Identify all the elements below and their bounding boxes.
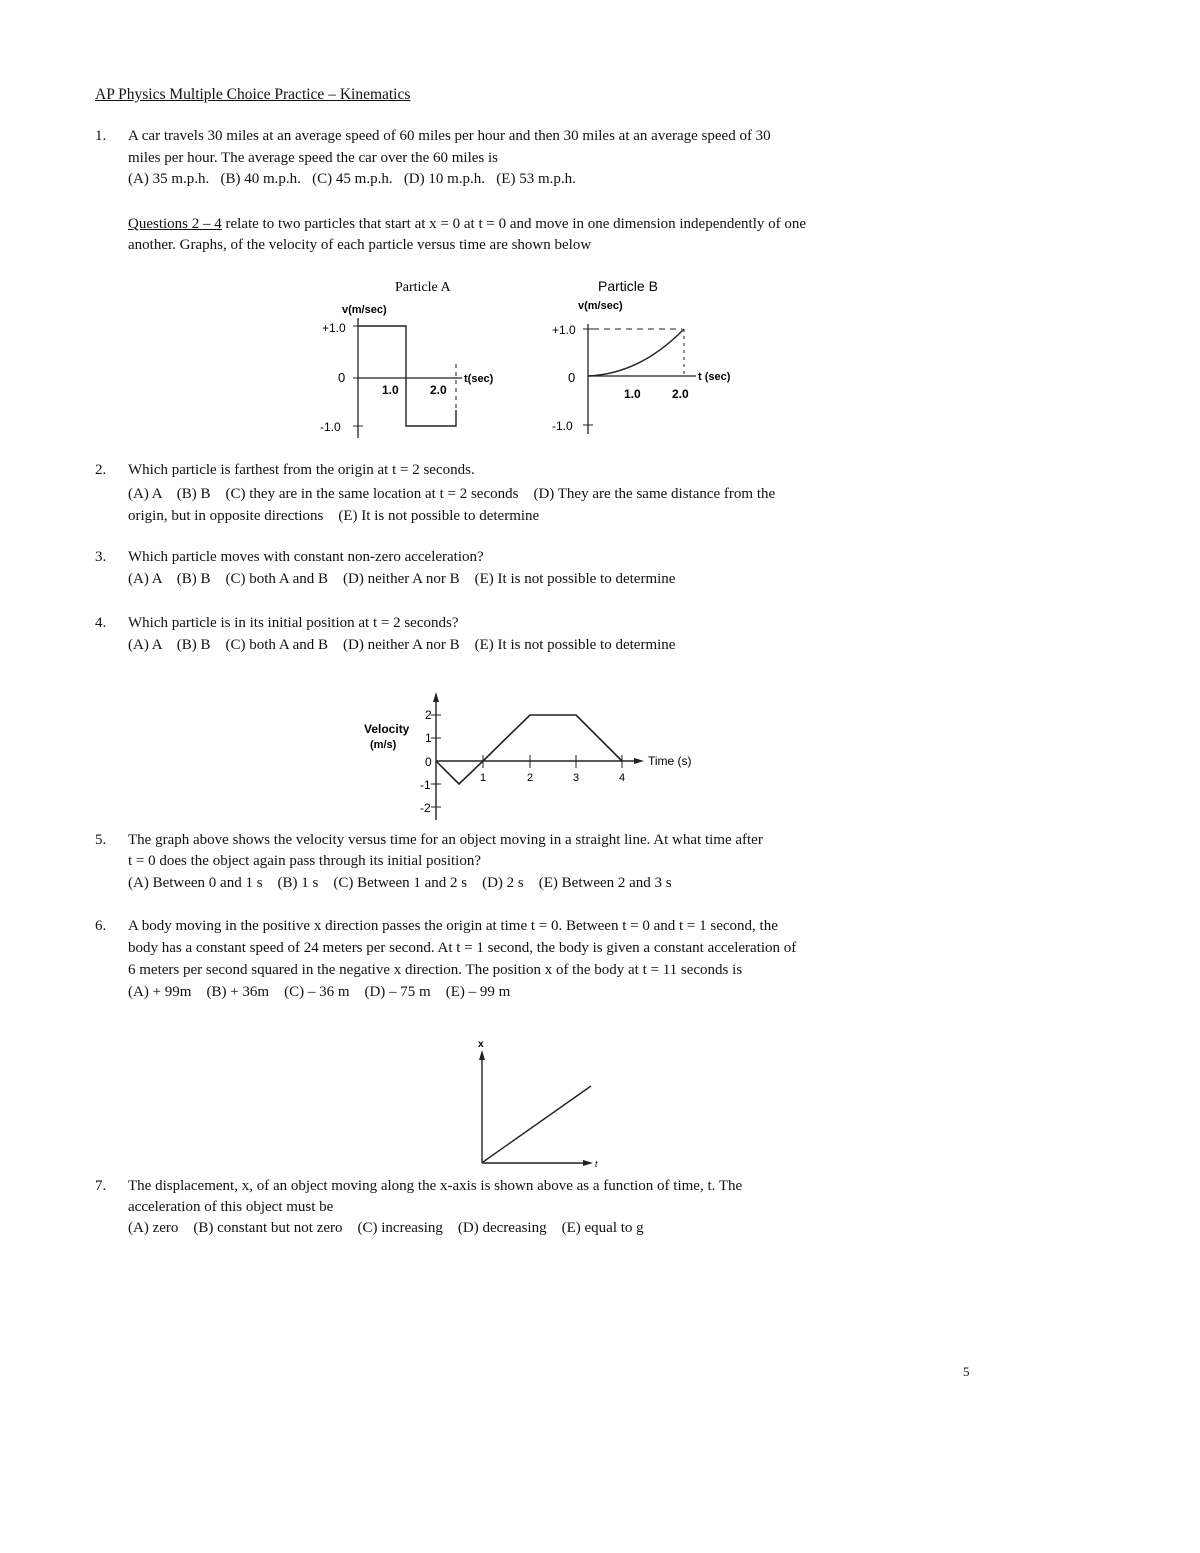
y-tick-label: 0 [425, 755, 432, 769]
x-axis-label: t(sec) [464, 373, 494, 385]
x-tick-label: 1 [480, 772, 487, 784]
intro-line [128, 216, 806, 233]
question-text: The displacement, x, of an object moving along the x-axis is shown above as a function of time, t. The [128, 1178, 743, 1194]
question-number: 1. [95, 128, 107, 144]
question-number: 6. [95, 918, 107, 934]
x-axis-label: Time (s) [648, 754, 692, 768]
y-tick-label: -1.0 [552, 419, 573, 433]
intro-line: another. Graphs, of the velocity of each particle versus time are shown below [128, 237, 592, 253]
question-text: Which particle is in its initial position at t = 2 seconds? [128, 615, 459, 631]
y-axis-arrow [433, 692, 439, 702]
question-text: 6 meters per second squared in the negative x direction. The position x of the body at t = 11 seconds is [128, 962, 743, 978]
velocity-curve [588, 329, 684, 376]
y-tick-label: 2 [425, 708, 432, 722]
y-axis-label: x [478, 1039, 484, 1050]
intro-lead: Questions 2 – 4 [128, 216, 222, 232]
graph-title: Particle A [395, 280, 451, 295]
y-tick-label: -1.0 [320, 420, 341, 434]
answer-choices: (A) + 99m (B) + 36m (C) – 36 m (D) – 75 m (E) – 99 m [128, 984, 511, 1000]
velocity-time-graph [360, 688, 720, 828]
x-axis-arrow [634, 758, 644, 764]
y-tick-label: -2 [420, 801, 431, 815]
question-text: A car travels 30 miles at an average speed of 60 miles per hour and then 30 miles at an average speed of 30 [128, 128, 771, 144]
question-number: 4. [95, 615, 107, 631]
y-axis-label: v(m/sec) [342, 304, 387, 316]
answer-choices: (A) A (B) B (C) both A and B (D) neither A nor B (E) It is not possible to determine [128, 571, 676, 587]
x-tick-label: 2 [527, 772, 534, 784]
x-tick-label: 1.0 [382, 383, 399, 397]
x-tick-label: 4 [619, 772, 626, 784]
y-axis-label: (m/s) [370, 739, 397, 751]
y-tick-label: 0 [568, 370, 576, 385]
particle-a-graph [320, 272, 540, 442]
page-title: AP Physics Multiple Choice Practice – Kinematics [95, 86, 411, 103]
answer-choices: (A) zero (B) constant but not zero (C) increasing (D) decreasing (E) equal to g [128, 1220, 644, 1236]
y-tick-label: 0 [338, 370, 346, 385]
y-axis-label: Velocity [364, 722, 410, 736]
question-text: t = 0 does the object again pass through its initial position? [128, 853, 481, 869]
question-number: 2. [95, 462, 107, 478]
answer-choices: (A) A (B) B (C) both A and B (D) neither A nor B (E) It is not possible to determine [128, 637, 676, 653]
question-text: Which particle moves with constant non-zero acceleration? [128, 549, 484, 565]
x-axis-arrow [583, 1160, 593, 1166]
y-axis-label: v(m/sec) [578, 300, 623, 312]
question-text: acceleration of this object must be [128, 1199, 334, 1215]
question-number: 7. [95, 1178, 107, 1194]
x-tick-label: 1.0 [624, 387, 641, 401]
answer-choices: (A) 35 m.p.h. (B) 40 m.p.h. (C) 45 m.p.h. (D) 10 m.p.h. (E) 53 m.p.h. [128, 171, 576, 187]
question-number: 3. [95, 549, 107, 565]
question-text: Which particle is farthest from the origin at t = 2 seconds. [128, 462, 475, 478]
page-number: 5 [963, 1364, 970, 1379]
question-text: A body moving in the positive x direction passes the origin at time t = 0. Between t = 0 and t = 1 second, the [128, 918, 778, 934]
y-tick-label: +1.0 [322, 321, 346, 335]
question-text: body has a constant speed of 24 meters per second. At t = 1 second, the body is given a constant acceleration of [128, 940, 797, 956]
y-tick-label: +1.0 [552, 323, 576, 337]
graph-title: Particle B [598, 278, 658, 294]
x-tick-label: 3 [573, 772, 580, 784]
particle-b-graph [548, 272, 768, 442]
displacement-line [483, 1086, 591, 1162]
answer-choices: (A) A (B) B (C) they are in the same location at t = 2 seconds (D) They are the same distance from the [128, 486, 776, 502]
y-tick-label: -1 [420, 778, 431, 792]
velocity-line [358, 326, 456, 426]
x-axis-label: t (sec) [698, 371, 731, 383]
x-axis-label: t [595, 1159, 598, 1169]
intro-text: relate to two particles that start at x = 0 at t = 0 and move in one dimension independently of one [221, 216, 807, 232]
displacement-time-graph [465, 1036, 615, 1172]
y-axis-arrow [479, 1050, 485, 1060]
x-tick-label: 2.0 [672, 387, 689, 401]
question-number: 5. [95, 832, 107, 848]
y-tick-label: 1 [425, 731, 432, 745]
question-text: miles per hour. The average speed the car over the 60 miles is [128, 150, 499, 166]
answer-choices: origin, but in opposite directions (E) It is not possible to determine [128, 508, 540, 524]
x-tick-label: 2.0 [430, 383, 447, 397]
question-text: The graph above shows the velocity versus time for an object moving in a straight line. At what time after [128, 832, 763, 848]
answer-choices: (A) Between 0 and 1 s (B) 1 s (C) Between 1 and 2 s (D) 2 s (E) Between 2 and 3 s [128, 875, 672, 891]
